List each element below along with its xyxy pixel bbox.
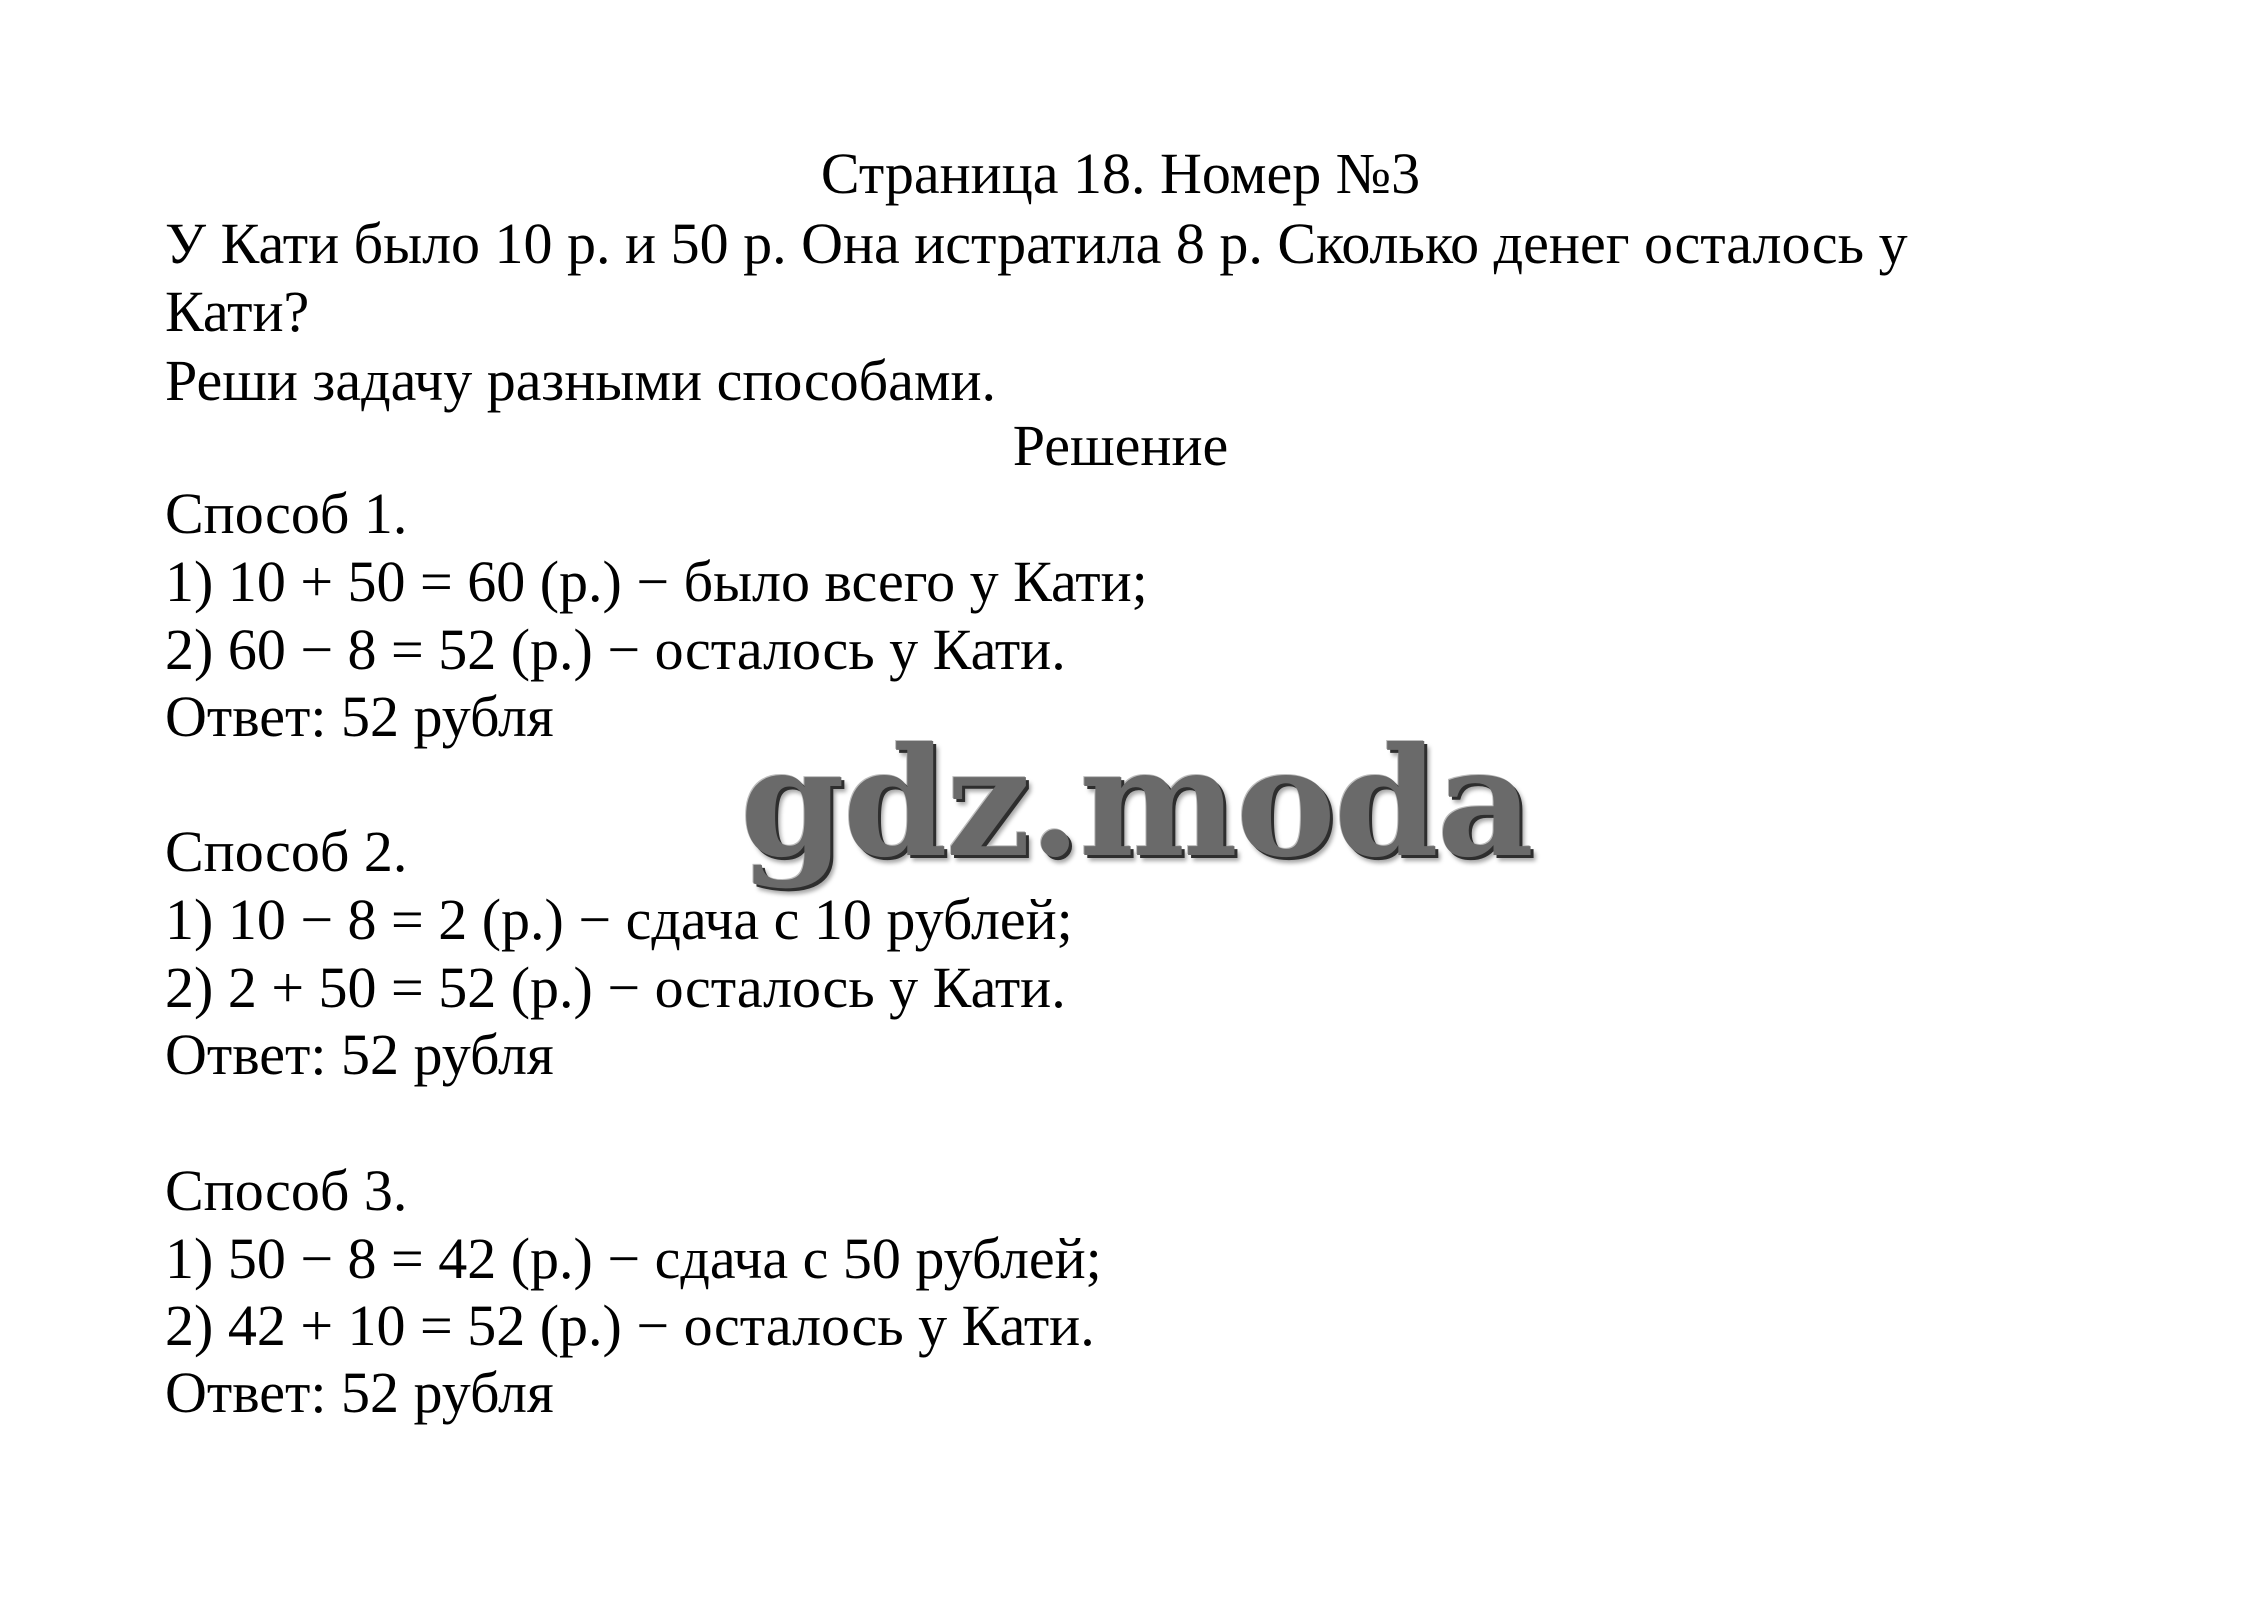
solution-heading: Решение	[1012, 413, 1229, 478]
watermark-logo: gdz.moda	[740, 715, 1533, 891]
method-1-step-2: 2) 60 − 8 = 52 (р.) − осталось у Кати.	[165, 617, 1066, 682]
problem-text-line-1: У Кати было 10 р. и 50 р. Она истратила 8 р. Сколько денег осталось у	[165, 211, 1908, 276]
method-3-answer: Ответ: 52 рубля	[165, 1360, 554, 1425]
method-2-step-1: 1) 10 − 8 = 2 (р.) − сдача с 10 рублей;	[165, 887, 1073, 952]
problem-text-line-2: Кати?	[165, 279, 310, 344]
method-2-title: Способ 2.	[165, 819, 408, 884]
method-3-step-1: 1) 50 − 8 = 42 (р.) − сдача с 50 рублей;	[165, 1226, 1102, 1291]
method-1-title: Способ 1.	[165, 481, 408, 546]
page-title: Страница 18. Номер №3	[820, 141, 1421, 206]
method-1-step-1: 1) 10 + 50 = 60 (р.) − было всего у Кати;	[165, 549, 1148, 614]
method-3-step-2: 2) 42 + 10 = 52 (р.) − осталось у Кати.	[165, 1293, 1095, 1358]
method-1-answer: Ответ: 52 рубля	[165, 684, 554, 749]
method-3-title: Способ 3.	[165, 1158, 408, 1223]
method-2-answer: Ответ: 52 рубля	[165, 1022, 554, 1087]
problem-instruction: Реши задачу разными способами.	[165, 348, 997, 413]
method-2-step-2: 2) 2 + 50 = 52 (р.) − осталось у Кати.	[165, 955, 1066, 1020]
